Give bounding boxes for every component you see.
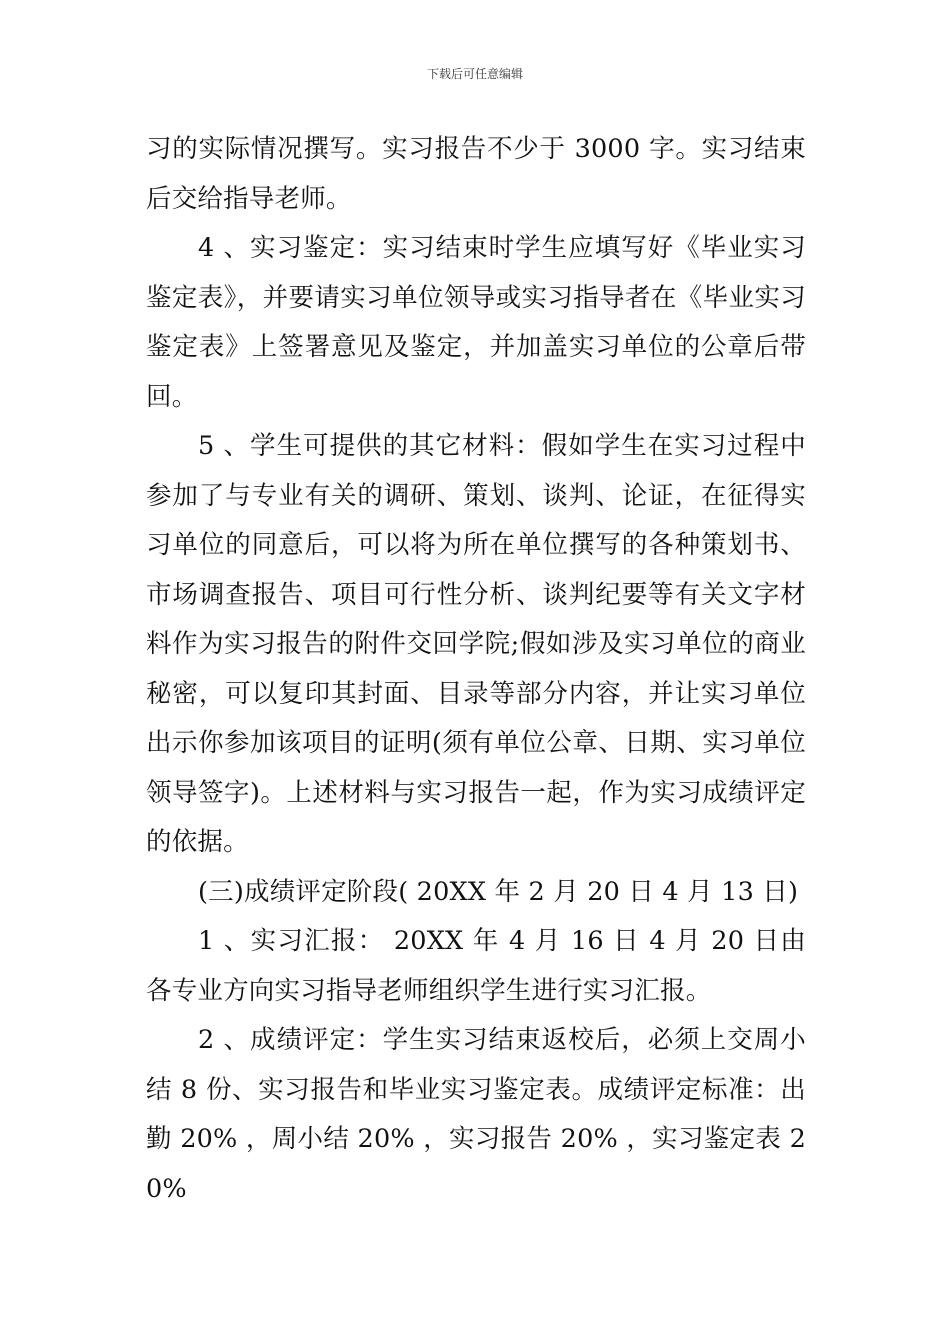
paragraph-internship-report-presentation: 1 、实习汇报： 20XX 年 4 月 16 日 4 月 20 日由各专业方向实习指导老师组织学生进行实习汇报。: [146, 926, 806, 1006]
section-heading-grading-stage: (三)成绩评定阶段( 20XX 年 2 月 20 日 4 月 13 日): [198, 876, 799, 907]
paragraph-grade-evaluation: 2 、成绩评定：学生实习结束返校后，必须上交周小结 8 份、实习报告和毕业实习鉴定表。成绩评定标准：出勤 20% ，周小结 20% ，实习报告 20% ，实习鉴定表 20%: [146, 1025, 806, 1204]
paragraph-report-requirement: 习的实际情况撰写。实习报告不少于 3000 字。实习结束后交给指导老师。: [146, 134, 806, 214]
paragraph-other-materials: 5 、学生可提供的其它材料：假如学生在实习过程中参加了与专业有关的调研、策划、谈判、论证，在征得实习单位的同意后，可以将为所在单位撰写的各种策划书、市场调查报告、项目可行性分析、谈判纪要等有关文字材料作为实习报告的附件交回学院;假如涉及实习单位的商业秘密，可以复印其封面、目录等部分内容，并让实习单位出示你参加该项目的证明(须有单位公章、日期、实习单位领导签字)。上述材料与实习报告一起，作为实习成绩评定的依据。: [146, 431, 806, 857]
page-header-note: 下载后可任意编辑: [426, 67, 523, 81]
document-body: [146, 125, 806, 1214]
paragraph-internship-appraisal: 4 、实习鉴定：实习结束时学生应填写好《毕业实习鉴定表》，并要请实习单位领导或实习指导者在《毕业实习鉴定表》上签署意见及鉴定，并加盖实习单位的公章后带回。: [146, 233, 806, 412]
